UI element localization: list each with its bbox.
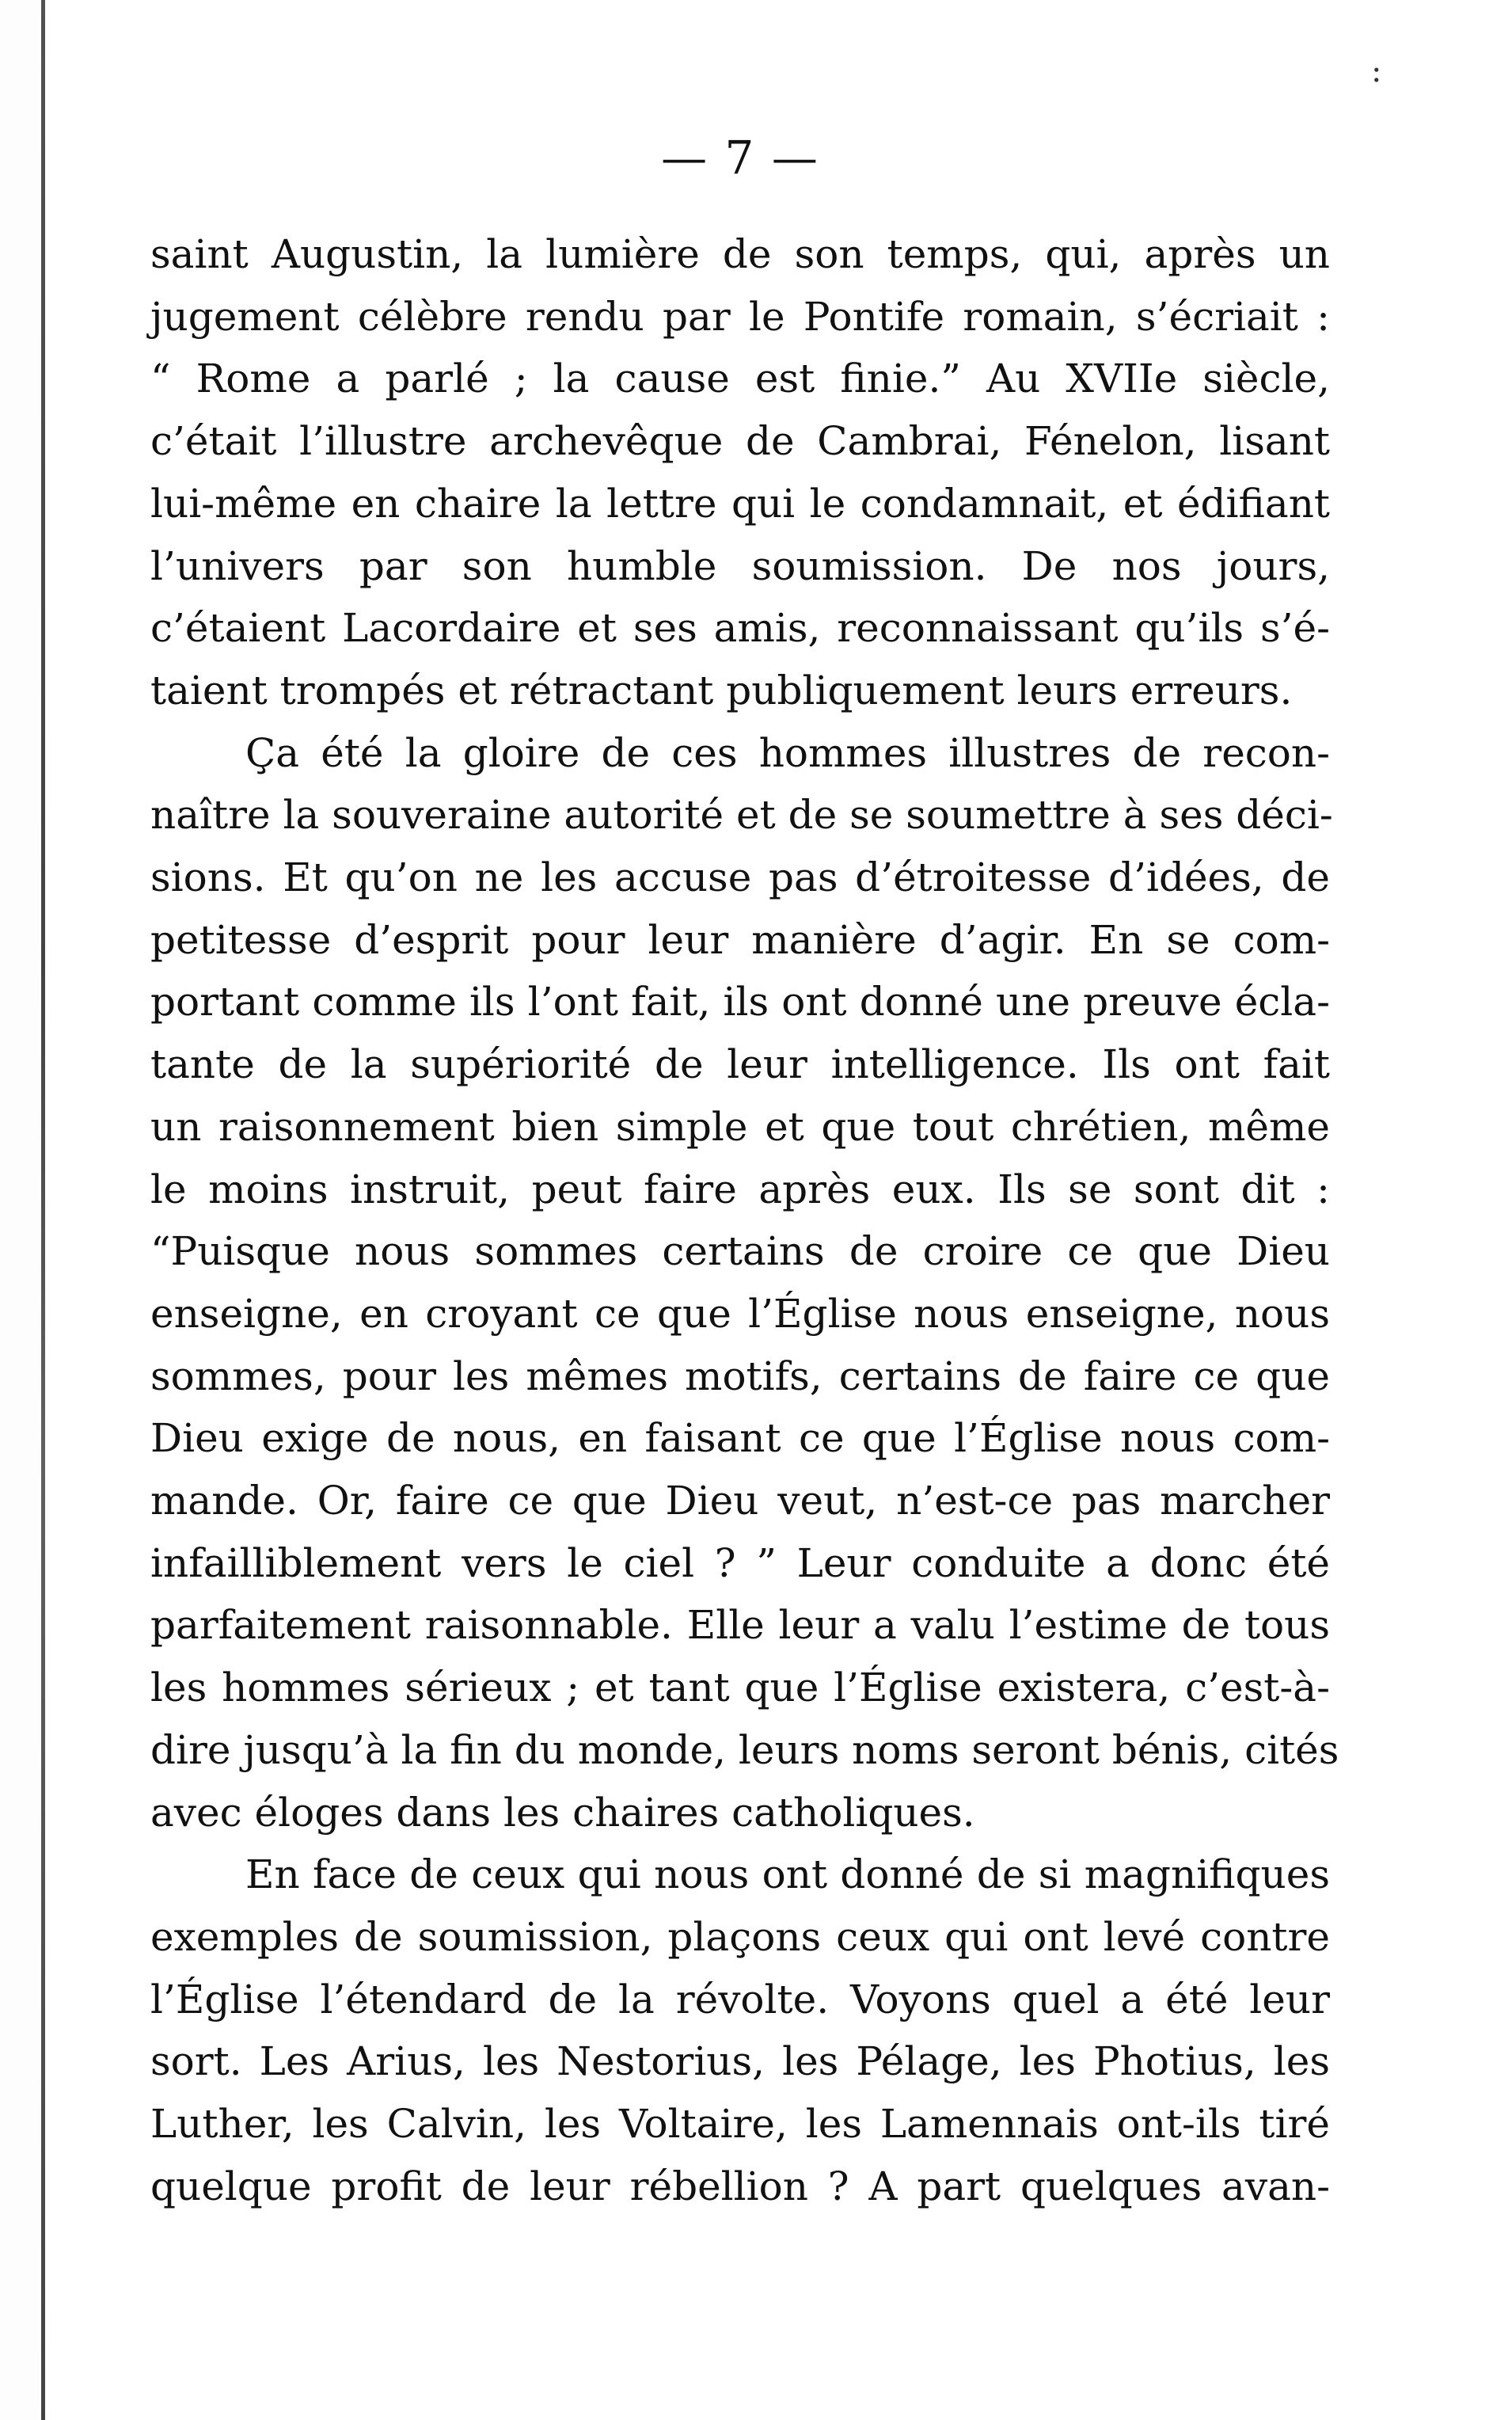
text-line: quelque profit de leur rébellion ? A part quelques avan- xyxy=(150,2163,1330,2209)
text-line: portant comme ils l’ont fait, ils ont donné une preuve écla- xyxy=(150,979,1330,1025)
text-line: l’Église l’étendard de la révolte. Voyons quel a été leur xyxy=(150,1976,1330,2022)
text-line: sions. Et qu’on ne les accuse pas d’étroitesse d’idées, de xyxy=(150,854,1330,901)
text-line: Dieu exige de nous, en faisant ce que l’Église nous com- xyxy=(150,1415,1330,1462)
text-line: jugement célèbre rendu par le Pontife romain, s’écriait : xyxy=(150,293,1330,340)
text-line: dire jusqu’à la fin du monde, leurs noms seront bénis, cités xyxy=(150,1726,1339,1773)
text-line: l’univers par son humble soumission. De nos jours, xyxy=(150,542,1330,589)
text-line: tante de la supériorité de leur intelligence. Ils ont fait xyxy=(150,1041,1330,1088)
text-line: petitesse d’esprit pour leur manière d’agir. En se com- xyxy=(150,916,1330,963)
text-line: saint Augustin, la lumière de son temps, qui, après un xyxy=(150,231,1330,277)
text-line: parfaitement raisonnable. Elle leur a valu l’estime de tous xyxy=(150,1602,1330,1649)
text-line: avec éloges dans les chaires catholiques. xyxy=(150,1789,975,1836)
text-line: enseigne, en croyant ce que l’Église nous enseigne, nous xyxy=(150,1290,1330,1337)
text-line: les hommes sérieux ; et tant que l’Église existera, c’est-à- xyxy=(150,1665,1330,1711)
margin-speck: : xyxy=(1371,53,1382,89)
text-line: “Puisque nous sommes certains de croire ce que Dieu xyxy=(150,1228,1330,1275)
text-line: c’étaient Lacordaire et ses amis, reconnaissant qu’ils s’é- xyxy=(150,605,1330,652)
text-line: En face de ceux qui nous ont donné de si magnifiques xyxy=(245,1851,1330,1898)
text-line: le moins instruit, peut faire après eux. Ils se sont dit : xyxy=(150,1166,1330,1212)
text-line: un raisonnement bien simple et que tout chrétien, même xyxy=(150,1103,1330,1150)
page-binding-edge xyxy=(41,0,45,2420)
text-line: c’était l’illustre archevêque de Cambrai, Fénelon, lisant xyxy=(150,418,1330,465)
page-number: — 7 — xyxy=(661,131,819,185)
page-binding-margin xyxy=(0,0,41,2420)
text-line: lui-même en chaire la lettre qui le condamnait, et édifiant xyxy=(150,480,1330,527)
text-line: infailliblement vers le ciel ? ” Leur conduite a donc été xyxy=(150,1539,1330,1586)
text-line: exemples de soumission, plaçons ceux qui ont levé contre xyxy=(150,1913,1330,1960)
text-line: Ça été la gloire de ces hommes illustres de recon- xyxy=(245,729,1330,776)
text-line: sommes, pour les mêmes motifs, certains de faire ce que xyxy=(150,1353,1330,1399)
page-body-text xyxy=(150,223,1339,2218)
text-line: “ Rome a parlé ; la cause est finie.” Au XVIIe siècle, xyxy=(150,356,1330,402)
text-line: Luther, les Calvin, les Voltaire, les Lamennais ont-ils tiré xyxy=(150,2101,1330,2148)
text-line: naître la souveraine autorité et de se soumettre à ses déci- xyxy=(150,792,1333,839)
book-page xyxy=(150,131,1339,2218)
text-line: taient trompés et rétractant publiquement leurs erreurs. xyxy=(150,667,1293,713)
text-line: sort. Les Arius, les Nestorius, les Pélage, les Photius, les xyxy=(150,2038,1330,2085)
text-line: mande. Or, faire ce que Dieu veut, n’est-ce pas marcher xyxy=(150,1478,1330,1524)
